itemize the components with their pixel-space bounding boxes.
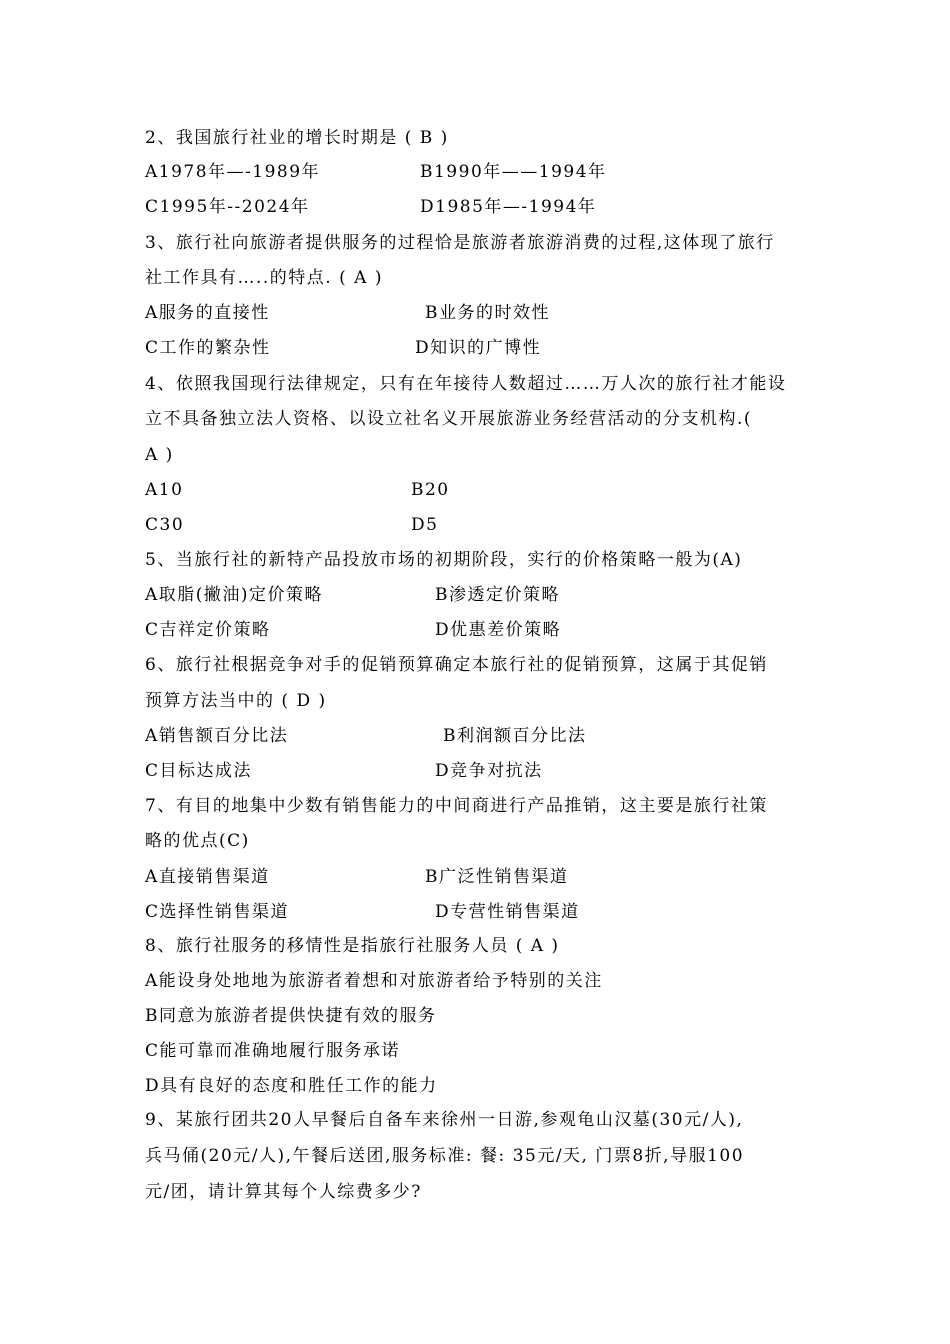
question-8-option-c: C能可靠而准确地履行服务承诺 <box>145 1041 401 1061</box>
question-2-options-row-2 <box>145 195 597 219</box>
question-7-stem-line-1: 7、有目的地集中少数有销售能力的中间商进行产品推销，这主要是旅行社策 <box>145 796 768 816</box>
question-6-options-row-2 <box>145 759 543 783</box>
option-c: C30 <box>145 515 185 535</box>
question-2-options-row-1 <box>145 160 607 184</box>
option-a: A取脂(撇油)定价策略 <box>145 585 324 605</box>
question-9-stem-line-2: 兵马俑(20元/人),午餐后送团,服务标准: 餐: 35元/天, 门票8折,导服100 <box>145 1146 745 1166</box>
option-d: D1985年—-1994年 <box>420 197 597 217</box>
question-4-stem-line-3: A ) <box>145 445 174 465</box>
option-b: B广泛性销售渠道 <box>425 867 569 887</box>
question-4-options-row-1 <box>145 478 450 502</box>
option-a: A10 <box>145 480 184 500</box>
question-3-stem-line-1: 3、旅行社向旅游者提供服务的过程恰是旅游者旅游消费的过程,这体现了旅行 <box>145 233 775 253</box>
question-8-stem: 8、旅行社服务的移情性是指旅行社服务人员 ( A ) <box>145 936 560 956</box>
question-7-options-row-2 <box>145 900 580 924</box>
option-a: A1978年—-1989年 <box>145 162 321 182</box>
option-d: D知识的广博性 <box>415 338 542 358</box>
question-5-options-row-1 <box>145 583 560 607</box>
option-b: B20 <box>411 480 450 500</box>
question-9-stem-line-3: 元/团，请计算其每个人综费多少? <box>145 1182 422 1202</box>
question-2-stem: 2、我国旅行社业的增长时期是 ( B ) <box>145 128 449 148</box>
question-4-stem-line-2: 立不具备独立法人资格、以设立社名义开展旅游业务经营活动的分支机构.( <box>145 409 753 429</box>
question-6-options-row-1 <box>145 724 587 748</box>
option-b: B1990年——1994年 <box>420 162 607 182</box>
question-3-options-row-1 <box>145 301 550 325</box>
question-6-stem-line-1: 6、旅行社根据竞争对手的促销预算确定本旅行社的促销预算，这属于其促销 <box>145 655 768 675</box>
question-9-stem-line-1: 9、某旅行团共20人早餐后自备车来徐州一日游,参观龟山汉墓(30元/人), <box>145 1110 744 1130</box>
question-3-options-row-2 <box>145 336 542 360</box>
question-5-options-row-2 <box>145 618 562 642</box>
question-6-stem-line-2: 预算方法当中的 ( D ) <box>145 691 327 711</box>
option-b: B利润额百分比法 <box>443 726 587 746</box>
option-a: A服务的直接性 <box>145 303 270 323</box>
question-7-stem-line-2: 略的优点(C) <box>145 831 250 851</box>
question-8-option-b: B同意为旅游者提供快捷有效的服务 <box>145 1006 437 1026</box>
question-5-stem: 5、当旅行社的新特产品投放市场的初期阶段，实行的价格策略一般为(A) <box>145 550 743 570</box>
question-3-stem-line-2: 社工作具有…..的特点. ( A ) <box>145 268 383 288</box>
option-c: C吉祥定价策略 <box>145 620 271 640</box>
option-d: D优惠差价策略 <box>435 620 562 640</box>
option-a: A直接销售渠道 <box>145 867 270 887</box>
question-8-option-a: A能设身处地地为旅游者着想和对旅游者给予特别的关注 <box>145 971 603 991</box>
option-d: D竞争对抗法 <box>435 761 543 781</box>
option-a: A销售额百分比法 <box>145 726 289 746</box>
option-c: C1995年--2024年 <box>145 197 310 217</box>
option-d: D专营性销售渠道 <box>435 902 580 922</box>
question-4-options-row-2 <box>145 513 439 537</box>
question-4-stem-line-1: 4、依照我国现行法律规定，只有在年接待人数超过……万人次的旅行社才能设 <box>145 374 787 394</box>
option-c: C工作的繁杂性 <box>145 338 271 358</box>
option-b: B渗透定价策略 <box>435 585 560 605</box>
option-c: C目标达成法 <box>145 761 253 781</box>
question-7-options-row-1 <box>145 865 569 889</box>
option-c: C选择性销售渠道 <box>145 902 290 922</box>
option-d: D5 <box>411 515 439 535</box>
question-8-option-d: D具有良好的态度和胜任工作的能力 <box>145 1076 438 1096</box>
option-b: B业务的时效性 <box>425 303 550 323</box>
